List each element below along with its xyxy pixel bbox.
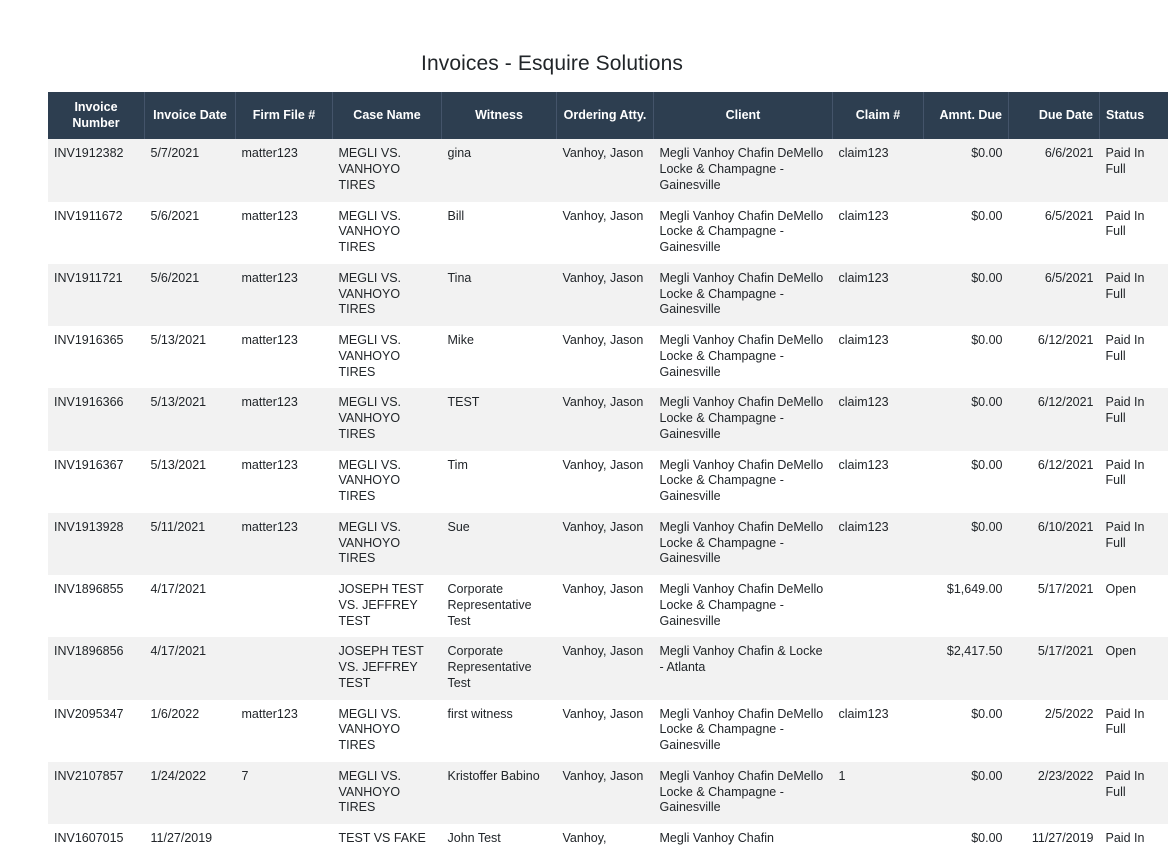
cell-amount-due: $0.00 — [924, 202, 1009, 264]
cell-firm-file: matter123 — [236, 326, 333, 388]
cell-ordering-atty: Vanhoy, Jason — [557, 202, 654, 264]
cell-invoice-number: INV1896856 — [48, 637, 145, 699]
table-row[interactable] — [48, 575, 1168, 637]
column-header-firm-file[interactable]: Firm File # — [236, 92, 333, 139]
cell-case-name: JOSEPH TEST VS. JEFFREY TEST — [333, 575, 442, 637]
cell-status: Paid In Full — [1100, 139, 1168, 201]
table-header — [48, 92, 1168, 139]
cell-claim: claim123 — [833, 700, 924, 762]
column-header-case-name[interactable]: Case Name — [333, 92, 442, 139]
cell-client: Megli Vanhoy Chafin DeMello Locke & Champagne - Gainesville — [654, 513, 833, 575]
cell-invoice-number: INV2107857 — [48, 762, 145, 824]
cell-case-name: MEGLI VS. VANHOYO TIRES — [333, 202, 442, 264]
cell-firm-file: matter123 — [236, 451, 333, 513]
table-row[interactable] — [48, 202, 1168, 264]
cell-amount-due: $0.00 — [924, 824, 1009, 855]
table-row[interactable] — [48, 824, 1168, 855]
cell-case-name: MEGLI VS. VANHOYO TIRES — [333, 139, 442, 201]
cell-ordering-atty: Vanhoy, Jason — [557, 700, 654, 762]
cell-ordering-atty: Vanhoy, Jason — [557, 326, 654, 388]
cell-client: Megli Vanhoy Chafin — [654, 824, 833, 855]
cell-ordering-atty: Vanhoy, Jason — [557, 388, 654, 450]
cell-status: Paid In Full — [1100, 451, 1168, 513]
cell-claim: claim123 — [833, 139, 924, 201]
cell-client: Megli Vanhoy Chafin DeMello Locke & Champagne - Gainesville — [654, 575, 833, 637]
cell-ordering-atty: Vanhoy, Jason — [557, 513, 654, 575]
cell-status: Open — [1100, 637, 1168, 699]
cell-witness: first witness — [442, 700, 557, 762]
cell-firm-file: matter123 — [236, 388, 333, 450]
cell-ordering-atty: Vanhoy, Jason — [557, 762, 654, 824]
table-row[interactable] — [48, 513, 1168, 575]
cell-claim: claim123 — [833, 202, 924, 264]
cell-due-date: 5/17/2021 — [1009, 637, 1100, 699]
cell-amount-due: $2,417.50 — [924, 637, 1009, 699]
cell-firm-file: 7 — [236, 762, 333, 824]
cell-invoice-date: 5/13/2021 — [145, 326, 236, 388]
column-header-claim[interactable]: Claim # — [833, 92, 924, 139]
table-row[interactable] — [48, 139, 1168, 201]
cell-amount-due: $0.00 — [924, 451, 1009, 513]
cell-ordering-atty: Vanhoy, Jason — [557, 451, 654, 513]
cell-case-name: MEGLI VS. VANHOYO TIRES — [333, 700, 442, 762]
cell-status: Paid In Full — [1100, 513, 1168, 575]
cell-case-name: MEGLI VS. VANHOYO TIRES — [333, 264, 442, 326]
column-header-amount-due[interactable]: Amnt. Due — [924, 92, 1009, 139]
cell-ordering-atty: Vanhoy, — [557, 824, 654, 855]
cell-due-date: 6/12/2021 — [1009, 326, 1100, 388]
cell-client: Megli Vanhoy Chafin DeMello Locke & Champagne - Gainesville — [654, 264, 833, 326]
cell-claim: claim123 — [833, 388, 924, 450]
cell-client: Megli Vanhoy Chafin & Locke - Atlanta — [654, 637, 833, 699]
cell-firm-file: matter123 — [236, 513, 333, 575]
table-row[interactable] — [48, 451, 1168, 513]
cell-case-name: MEGLI VS. VANHOYO TIRES — [333, 326, 442, 388]
column-header-witness[interactable]: Witness — [442, 92, 557, 139]
cell-status: Paid In Full — [1100, 264, 1168, 326]
cell-status: Paid In Full — [1100, 700, 1168, 762]
cell-client: Megli Vanhoy Chafin DeMello Locke & Champagne - Gainesville — [654, 762, 833, 824]
cell-amount-due: $0.00 — [924, 326, 1009, 388]
cell-case-name: JOSEPH TEST VS. JEFFREY TEST — [333, 637, 442, 699]
cell-claim: claim123 — [833, 513, 924, 575]
cell-amount-due: $0.00 — [924, 139, 1009, 201]
cell-invoice-date: 5/7/2021 — [145, 139, 236, 201]
cell-invoice-date: 5/6/2021 — [145, 202, 236, 264]
cell-firm-file: matter123 — [236, 264, 333, 326]
cell-amount-due: $0.00 — [924, 264, 1009, 326]
cell-invoice-date: 5/13/2021 — [145, 388, 236, 450]
column-header-status[interactable]: Status — [1100, 92, 1168, 139]
cell-invoice-date: 5/11/2021 — [145, 513, 236, 575]
cell-claim — [833, 575, 924, 637]
cell-invoice-number: INV1607015 — [48, 824, 145, 855]
cell-amount-due: $0.00 — [924, 513, 1009, 575]
cell-due-date: 6/12/2021 — [1009, 388, 1100, 450]
cell-due-date: 11/27/2019 — [1009, 824, 1100, 855]
cell-invoice-number: INV1896855 — [48, 575, 145, 637]
cell-witness: Tim — [442, 451, 557, 513]
cell-invoice-date: 1/24/2022 — [145, 762, 236, 824]
cell-status: Paid In — [1100, 824, 1168, 855]
cell-invoice-number: INV1916366 — [48, 388, 145, 450]
page-title: Invoices - Esquire Solutions — [48, 0, 1056, 92]
cell-ordering-atty: Vanhoy, Jason — [557, 637, 654, 699]
cell-claim: claim123 — [833, 264, 924, 326]
column-header-client[interactable]: Client — [654, 92, 833, 139]
cell-case-name: MEGLI VS. VANHOYO TIRES — [333, 513, 442, 575]
cell-invoice-number: INV1916365 — [48, 326, 145, 388]
cell-amount-due: $0.00 — [924, 762, 1009, 824]
cell-claim: claim123 — [833, 326, 924, 388]
cell-amount-due: $0.00 — [924, 700, 1009, 762]
column-header-invoice-number[interactable]: Invoice Number — [48, 92, 145, 139]
cell-invoice-number: INV2095347 — [48, 700, 145, 762]
cell-invoice-number: INV1911721 — [48, 264, 145, 326]
table-row[interactable] — [48, 388, 1168, 450]
cell-claim: claim123 — [833, 451, 924, 513]
cell-witness: Sue — [442, 513, 557, 575]
cell-status: Paid In Full — [1100, 762, 1168, 824]
cell-witness: TEST — [442, 388, 557, 450]
cell-witness: Mike — [442, 326, 557, 388]
cell-witness: Corporate Representative Test — [442, 575, 557, 637]
cell-case-name: MEGLI VS. VANHOYO TIRES — [333, 762, 442, 824]
cell-invoice-number: INV1916367 — [48, 451, 145, 513]
cell-status: Paid In Full — [1100, 202, 1168, 264]
cell-case-name: TEST VS FAKE — [333, 824, 442, 855]
cell-due-date: 6/5/2021 — [1009, 202, 1100, 264]
cell-invoice-date: 4/17/2021 — [145, 637, 236, 699]
cell-firm-file — [236, 824, 333, 855]
cell-invoice-date: 5/6/2021 — [145, 264, 236, 326]
column-header-ordering-atty[interactable]: Ordering Atty. — [557, 92, 654, 139]
cell-due-date: 5/17/2021 — [1009, 575, 1100, 637]
cell-firm-file: matter123 — [236, 139, 333, 201]
cell-witness: John Test — [442, 824, 557, 855]
cell-invoice-date: 4/17/2021 — [145, 575, 236, 637]
table-row[interactable] — [48, 700, 1168, 762]
cell-client: Megli Vanhoy Chafin DeMello Locke & Champagne - Gainesville — [654, 202, 833, 264]
cell-due-date: 6/5/2021 — [1009, 264, 1100, 326]
cell-case-name: MEGLI VS. VANHOYO TIRES — [333, 451, 442, 513]
cell-invoice-date: 11/27/2019 — [145, 824, 236, 855]
table-row[interactable] — [48, 326, 1168, 388]
cell-client: Megli Vanhoy Chafin DeMello Locke & Champagne - Gainesville — [654, 388, 833, 450]
cell-due-date: 6/6/2021 — [1009, 139, 1100, 201]
cell-due-date: 2/23/2022 — [1009, 762, 1100, 824]
table-row[interactable] — [48, 264, 1168, 326]
table-body — [48, 139, 1168, 855]
cell-ordering-atty: Vanhoy, Jason — [557, 139, 654, 201]
cell-due-date: 6/10/2021 — [1009, 513, 1100, 575]
cell-witness: gina — [442, 139, 557, 201]
column-header-invoice-date[interactable]: Invoice Date — [145, 92, 236, 139]
cell-status: Paid In Full — [1100, 326, 1168, 388]
cell-claim — [833, 637, 924, 699]
cell-invoice-date: 1/6/2022 — [145, 700, 236, 762]
cell-case-name: MEGLI VS. VANHOYO TIRES — [333, 388, 442, 450]
cell-due-date: 2/5/2022 — [1009, 700, 1100, 762]
cell-invoice-number: INV1911672 — [48, 202, 145, 264]
cell-due-date: 6/12/2021 — [1009, 451, 1100, 513]
cell-client: Megli Vanhoy Chafin DeMello Locke & Champagne - Gainesville — [654, 451, 833, 513]
cell-client: Megli Vanhoy Chafin DeMello Locke & Champagne - Gainesville — [654, 700, 833, 762]
cell-ordering-atty: Vanhoy, Jason — [557, 264, 654, 326]
cell-amount-due: $1,649.00 — [924, 575, 1009, 637]
cell-witness: Bill — [442, 202, 557, 264]
cell-client: Megli Vanhoy Chafin DeMello Locke & Champagne - Gainesville — [654, 326, 833, 388]
invoices-table — [48, 92, 1168, 855]
cell-claim — [833, 824, 924, 855]
cell-witness: Corporate Representative Test — [442, 637, 557, 699]
column-header-due-date[interactable]: Due Date — [1009, 92, 1100, 139]
cell-ordering-atty: Vanhoy, Jason — [557, 575, 654, 637]
cell-status: Open — [1100, 575, 1168, 637]
cell-invoice-number: INV1913928 — [48, 513, 145, 575]
cell-invoice-date: 5/13/2021 — [145, 451, 236, 513]
cell-status: Paid In Full — [1100, 388, 1168, 450]
cell-claim: 1 — [833, 762, 924, 824]
table-row[interactable] — [48, 762, 1168, 824]
table-row[interactable] — [48, 637, 1168, 699]
cell-client: Megli Vanhoy Chafin DeMello Locke & Champagne - Gainesville — [654, 139, 833, 201]
cell-amount-due: $0.00 — [924, 388, 1009, 450]
cell-witness: Kristoffer Babino — [442, 762, 557, 824]
cell-firm-file: matter123 — [236, 202, 333, 264]
cell-firm-file — [236, 637, 333, 699]
table-header-row — [48, 92, 1168, 139]
cell-invoice-number: INV1912382 — [48, 139, 145, 201]
cell-firm-file — [236, 575, 333, 637]
cell-firm-file: matter123 — [236, 700, 333, 762]
cell-witness: Tina — [442, 264, 557, 326]
